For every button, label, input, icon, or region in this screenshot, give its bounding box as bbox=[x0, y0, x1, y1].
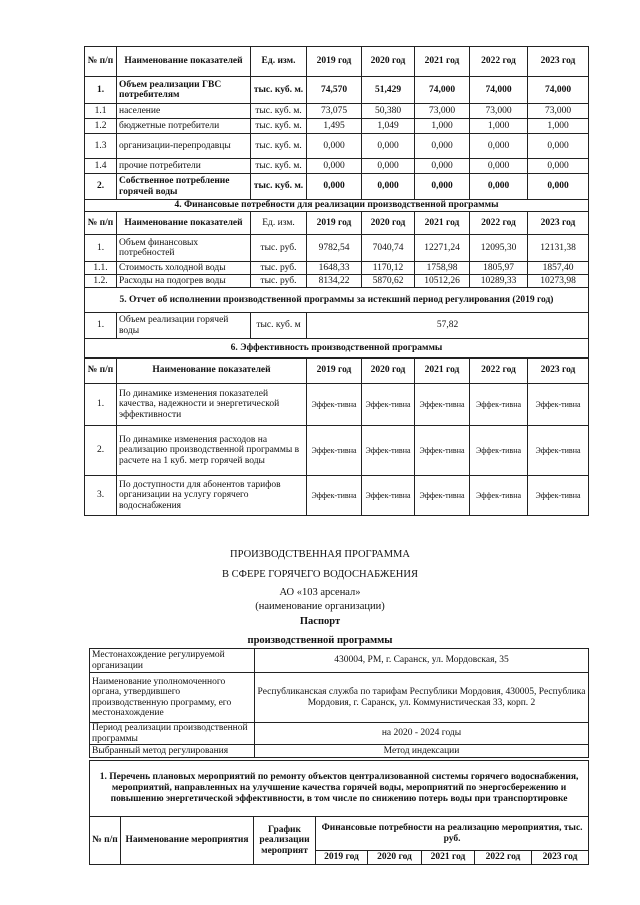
table-header bbox=[85, 212, 589, 235]
cell-value: Эффек-тивна bbox=[362, 476, 415, 516]
cell-value: 51,429 bbox=[362, 77, 415, 104]
row-num: 1. bbox=[85, 77, 117, 104]
row-num: 1.1 bbox=[85, 104, 117, 119]
cell-value: Эффек-тивна bbox=[528, 426, 589, 476]
program-title: ПРОИЗВОДСТВЕННАЯ ПРОГРАММА bbox=[230, 549, 410, 560]
cell-value: 7040,74 bbox=[362, 235, 415, 262]
table-row bbox=[90, 673, 589, 723]
header-name: Наименование мероприятия bbox=[121, 817, 254, 865]
row-num: 1. bbox=[85, 384, 117, 426]
header-unit: Ед. изм. bbox=[251, 212, 307, 235]
cell-value: 74,570 bbox=[307, 77, 362, 104]
table-row bbox=[85, 77, 589, 104]
table-header bbox=[85, 47, 589, 77]
row-name: По динамике изменения показателей качества, надежности и энергетической эффективности bbox=[117, 384, 307, 426]
header-name: Наименование показателей bbox=[117, 47, 251, 77]
section-6-title: 6. Эффективность производственной программы bbox=[85, 339, 589, 359]
header-2022: 2022 год bbox=[470, 212, 528, 235]
header-2022: 2022 год bbox=[470, 47, 528, 77]
row-name: бюджетные потребители bbox=[117, 119, 251, 134]
cell-value: Эффек-тивна bbox=[470, 384, 528, 426]
table-row bbox=[90, 745, 589, 758]
cell-value: 10273,98 bbox=[528, 275, 589, 288]
cell-value: 0,000 bbox=[362, 174, 415, 200]
cell-value: 10289,33 bbox=[470, 275, 528, 288]
cell-value: 1,000 bbox=[470, 119, 528, 134]
measures-table bbox=[89, 760, 589, 865]
cell-value: Эффек-тивна bbox=[415, 426, 470, 476]
cell-value: 1,049 bbox=[362, 119, 415, 134]
row-num: 2. bbox=[85, 426, 117, 476]
header-2021: 2021 год bbox=[415, 47, 470, 77]
header-2020: 2020 год bbox=[362, 358, 415, 384]
row-num: 3. bbox=[85, 476, 117, 516]
table-row bbox=[85, 235, 589, 262]
header-2021: 2021 год bbox=[415, 358, 470, 384]
cell-value: 1,495 bbox=[307, 119, 362, 134]
section-1-title: 1. Перечень плановых мероприятий по ремонту объектов централизованной системы горячего водоснабжения, мероприятий, направленных на улучшение качества горячей воды, мероприятий по энергосбережению и повышению энергетической эффективности, в том числе по снижению потерь воды при транспортировке bbox=[90, 761, 589, 817]
cell-value: 12095,30 bbox=[470, 235, 528, 262]
cell-value: 10512,26 bbox=[415, 275, 470, 288]
table-row bbox=[85, 119, 589, 134]
header-2023: 2023 год bbox=[528, 47, 589, 77]
row-name: Расходы на подогрев воды bbox=[117, 275, 251, 288]
table-header bbox=[90, 817, 589, 851]
row-unit: тыс. куб. м. bbox=[251, 104, 307, 119]
header-num: № п/п bbox=[85, 47, 117, 77]
row-num: 1.2. bbox=[85, 275, 117, 288]
row-name: Собственное потребление горячей воды bbox=[117, 174, 251, 200]
cell-value: Эффек-тивна bbox=[528, 476, 589, 516]
cell-value: 74,000 bbox=[470, 77, 528, 104]
cell-value: Эффек-тивна bbox=[362, 426, 415, 476]
row-name: Стоимость холодной воды bbox=[117, 262, 251, 275]
table-row bbox=[85, 134, 589, 159]
cell-value: Эффек-тивна bbox=[307, 476, 362, 516]
cell-value: 0,000 bbox=[528, 174, 589, 200]
cell-value: 8134,22 bbox=[307, 275, 362, 288]
header-schedule: График реализации мероприят bbox=[254, 817, 316, 865]
table-row bbox=[90, 723, 589, 745]
cell-value: 0,000 bbox=[307, 174, 362, 200]
cell-value: 74,000 bbox=[415, 77, 470, 104]
header-2022: 2022 год bbox=[475, 851, 532, 865]
header-finance: Финансовые потребности на реализацию мероприятия, тыс. руб. bbox=[316, 817, 589, 851]
table-row bbox=[85, 426, 589, 476]
passport-table bbox=[89, 648, 589, 758]
row-name: Объем финансовых потребностей bbox=[117, 235, 251, 262]
info-value: на 2020 - 2024 годы bbox=[255, 723, 589, 745]
header-2019: 2019 год bbox=[307, 212, 362, 235]
table-row bbox=[85, 262, 589, 275]
cell-value: 0,000 bbox=[307, 134, 362, 159]
header-name: Наименование показателей bbox=[117, 212, 251, 235]
cell-value: 0,000 bbox=[415, 134, 470, 159]
header-2020: 2020 год bbox=[362, 47, 415, 77]
cell-value: Эффек-тивна bbox=[470, 476, 528, 516]
row-unit: тыс. руб. bbox=[251, 262, 307, 275]
cell-value: 0,000 bbox=[470, 159, 528, 174]
cell-value: 12271,24 bbox=[415, 235, 470, 262]
table-header bbox=[85, 358, 589, 384]
cell-value: Эффек-тивна bbox=[307, 384, 362, 426]
cell-value: 1857,40 bbox=[528, 262, 589, 275]
header-2023: 2023 год bbox=[528, 212, 589, 235]
header-name: Наименование показателей bbox=[117, 358, 307, 384]
table-row bbox=[85, 275, 589, 288]
cell-value: 57,82 bbox=[307, 313, 589, 339]
header-num: № п/п bbox=[85, 358, 117, 384]
cell-value: 1,000 bbox=[415, 119, 470, 134]
row-name: Объем реализации горячей воды bbox=[117, 313, 251, 339]
table-row bbox=[85, 104, 589, 119]
row-name: население bbox=[117, 104, 251, 119]
header-2021: 2021 год bbox=[422, 851, 475, 865]
cell-value: 73,000 bbox=[470, 104, 528, 119]
row-unit: тыс. руб. bbox=[251, 235, 307, 262]
row-name: Объем реализации ГВС потребителям bbox=[117, 77, 251, 104]
cell-value: 0,000 bbox=[415, 159, 470, 174]
info-key: Выбранный метод регулирования bbox=[90, 745, 255, 758]
header-2019: 2019 год bbox=[307, 47, 362, 77]
cell-value: Эффек-тивна bbox=[470, 426, 528, 476]
organization-name: АО «103 арсенал» bbox=[279, 587, 361, 598]
row-num: 1. bbox=[85, 235, 117, 262]
row-unit: тыс. куб. м. bbox=[251, 134, 307, 159]
header-2021: 2021 год bbox=[415, 212, 470, 235]
cell-value: 73,075 bbox=[307, 104, 362, 119]
row-name: организации-перепродавцы bbox=[117, 134, 251, 159]
row-num: 1.1. bbox=[85, 262, 117, 275]
header-2019: 2019 год bbox=[316, 851, 368, 865]
volume-table bbox=[84, 46, 589, 359]
row-unit: тыс. куб. м. bbox=[251, 159, 307, 174]
table-row bbox=[90, 649, 589, 673]
row-unit: тыс. куб. м bbox=[251, 313, 307, 339]
table-row bbox=[85, 159, 589, 174]
organization-note: (наименование организации) bbox=[255, 601, 385, 612]
cell-value: Эффек-тивна bbox=[415, 384, 470, 426]
cell-value: 0,000 bbox=[307, 159, 362, 174]
row-num: 1. bbox=[85, 313, 117, 339]
table-row bbox=[85, 476, 589, 516]
info-key: Период реализации производственной программы bbox=[90, 723, 255, 745]
cell-value: 0,000 bbox=[362, 159, 415, 174]
info-value: Метод индексации bbox=[255, 745, 589, 758]
cell-value: 0,000 bbox=[528, 159, 589, 174]
row-num: 1.2 bbox=[85, 119, 117, 134]
cell-value: Эффек-тивна bbox=[528, 384, 589, 426]
header-2023: 2023 год bbox=[528, 358, 589, 384]
row-unit: тыс. руб. bbox=[251, 275, 307, 288]
cell-value: 1758,98 bbox=[415, 262, 470, 275]
cell-value: Эффек-тивна bbox=[362, 384, 415, 426]
cell-value: 5870,62 bbox=[362, 275, 415, 288]
cell-value: 73,000 bbox=[528, 104, 589, 119]
info-value: Республиканская служба по тарифам Республики Мордовия, 430005, Республика Мордовия, г. Саранск, ул. Коммунистическая 33, корп. 2 bbox=[255, 673, 589, 723]
header-2020: 2020 год bbox=[362, 212, 415, 235]
cell-value: 0,000 bbox=[415, 174, 470, 200]
cell-value: 73,000 bbox=[415, 104, 470, 119]
cell-value: 74,000 bbox=[528, 77, 589, 104]
header-2020: 2020 год bbox=[368, 851, 422, 865]
cell-value: 0,000 bbox=[362, 134, 415, 159]
row-name: прочие потребители bbox=[117, 159, 251, 174]
section-4-title: 4. Финансовые потребности для реализации производственной программы bbox=[85, 200, 589, 212]
header-2022: 2022 год bbox=[470, 358, 528, 384]
row-unit: тыс. куб. м. bbox=[251, 77, 307, 104]
header-num: № п/п bbox=[85, 212, 117, 235]
cell-value: 0,000 bbox=[470, 134, 528, 159]
cell-value: 1,000 bbox=[528, 119, 589, 134]
header-2023: 2023 год bbox=[532, 851, 589, 865]
header-2019: 2019 год bbox=[307, 358, 362, 384]
efficiency-table bbox=[84, 357, 589, 516]
row-num: 1.4 bbox=[85, 159, 117, 174]
info-key: Наименование уполномоченного органа, утвердившего производственную программу, его местонахождение bbox=[90, 673, 255, 723]
info-key: Местонахождение регулируемой организации bbox=[90, 649, 255, 673]
cell-value: 1170,12 bbox=[362, 262, 415, 275]
row-num: 2. bbox=[85, 174, 117, 200]
header-unit: Ед. изм. bbox=[251, 47, 307, 77]
table-row bbox=[85, 313, 589, 339]
table-row bbox=[85, 384, 589, 426]
passport-subtitle: производственной программы bbox=[247, 635, 393, 646]
row-unit: тыс. куб. м. bbox=[251, 174, 307, 200]
cell-value: 12131,38 bbox=[528, 235, 589, 262]
cell-value: Эффек-тивна bbox=[415, 476, 470, 516]
cell-value: Эффек-тивна bbox=[307, 426, 362, 476]
header-num: № п/п bbox=[90, 817, 121, 865]
passport-title: Паспорт bbox=[299, 616, 341, 627]
cell-value: 1648,33 bbox=[307, 262, 362, 275]
cell-value: 0,000 bbox=[528, 134, 589, 159]
table-row bbox=[85, 174, 589, 200]
cell-value: 9782,54 bbox=[307, 235, 362, 262]
row-num: 1.3 bbox=[85, 134, 117, 159]
row-name: По динамике изменения расходов на реализацию производственной программы в расчете на 1 куб. метр горячей воды bbox=[117, 426, 307, 476]
row-unit: тыс. куб. м. bbox=[251, 119, 307, 134]
info-value: 430004, РМ, г. Саранск, ул. Мордовская, 35 bbox=[255, 649, 589, 673]
section-5-title: 5. Отчет об исполнении производственной программы за истекший период регулирования (2019 год) bbox=[85, 288, 589, 313]
program-subtitle: В СФЕРЕ ГОРЯЧЕГО ВОДОСНАБЖЕНИЯ bbox=[222, 569, 418, 580]
cell-value: 0,000 bbox=[470, 174, 528, 200]
cell-value: 50,380 bbox=[362, 104, 415, 119]
cell-value: 1805,97 bbox=[470, 262, 528, 275]
row-name: По доступности для абонентов тарифов организации на услугу горячего водоснабжения bbox=[117, 476, 307, 516]
